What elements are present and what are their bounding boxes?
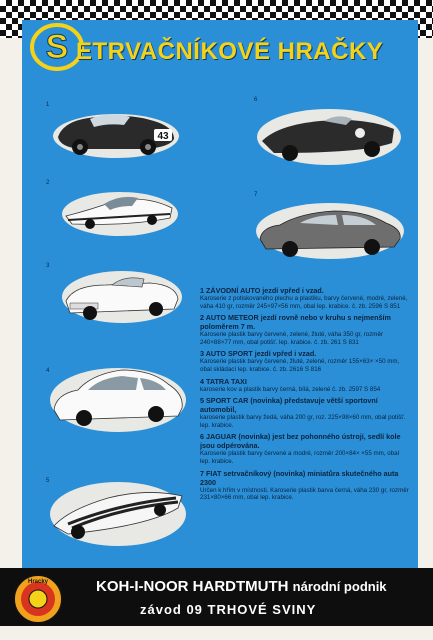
product-heading: 1 ZÁVODNÍ AUTO jezdí vpřed i vzad. — [200, 286, 324, 295]
fiat-car-image — [254, 197, 406, 261]
car-number-1: 1 — [46, 102, 50, 108]
product-heading: 4 TATRA TAXI — [200, 376, 247, 386]
product-heading: 3 AUTO SPORT jezdí vpřed i vzad. — [200, 349, 317, 359]
brand-badge-icon — [12, 573, 64, 625]
product-body: karoserie plastik barvy žedá, váha 200 gr, roz. 225×98×60 mm, obal potišť. lep. krabice. — [200, 414, 406, 429]
company-main: KOH-I-NOOR HARDTMUTH — [96, 578, 289, 595]
racing-car-image — [50, 103, 180, 159]
product-body: Karoserie plastik barvy červené, zelené, žluté, váha 350 gr, rozměr 240×88×77 mm, obal potišť. lep. krabice. č. zb. 261 S 831 — [200, 331, 383, 346]
meteor-car-image — [60, 186, 180, 238]
product-descriptions — [200, 283, 410, 502]
car-number-6: 6 — [254, 97, 258, 103]
product-heading: 5 SPORT CAR (novinka) představuje větší sportovní automobil, — [200, 396, 378, 415]
car-number-4: 4 — [46, 368, 50, 374]
car-number-5: 5 — [46, 478, 50, 484]
product-body: Určen k hřím v místnosti. Karoserie plastik barva černá, váha 230 gr, rozměr 231×80×66 mm, obal lep. krabice. — [200, 486, 409, 502]
sport-car-image — [48, 474, 188, 548]
car-number-3: 3 — [46, 263, 50, 269]
product-body: Karoserie plastik barvy červené, žluté, zelené, rozměr 155×63× ×50 mm, obal skládací lep. krabice. č. zb. 2616 S 816 — [200, 358, 400, 373]
product-heading: 7 FIAT setrvačníkový (novinka) miniatůra skutečného auta 2300 — [200, 468, 399, 487]
title-letter: S — [45, 28, 69, 66]
plant-name: závod 09 TRHOVÉ SVINY — [140, 602, 317, 617]
product-body: Karoserie plastik barvy červené a modré, rozměr 200×84× ×55 mm, obal lep. krabice. — [200, 450, 399, 465]
product-body: Karoserie z potiskovaného plechu a plastiku, barvy červené, modré, zelené, váha 410 gr, rozměr 245×97×56 mm, obal lep. krabice. č. zb. 2596 S 851 — [200, 295, 408, 310]
company-name — [96, 578, 426, 598]
badge-text: Hracky — [27, 579, 49, 585]
page-title: ETRVAČNÍKOVÉ HRAČKY — [76, 38, 384, 65]
tatra-taxi-image — [48, 360, 188, 434]
product-heading: 6 JAGUAR (novinka) jest bez pohonného ústrojí, sedlí kole jsou odpérována. — [200, 432, 401, 451]
car-number-2: 2 — [46, 180, 50, 186]
product-heading: 2 AUTO METEOR jezdí rovně nebo v kruhu s nejmenším poloměrem 7 m. — [200, 313, 391, 332]
race-number-plate: 43 — [157, 131, 169, 142]
product-body: karoserie kov a plastik barvy černá, bílá, zelené č. zb. 2597 S 854 — [200, 385, 381, 393]
sport-convertible-image — [60, 265, 182, 325]
jaguar-car-image — [254, 103, 404, 167]
company-tail: národní podnik — [292, 579, 387, 594]
car-number-7: 7 — [254, 192, 258, 198]
